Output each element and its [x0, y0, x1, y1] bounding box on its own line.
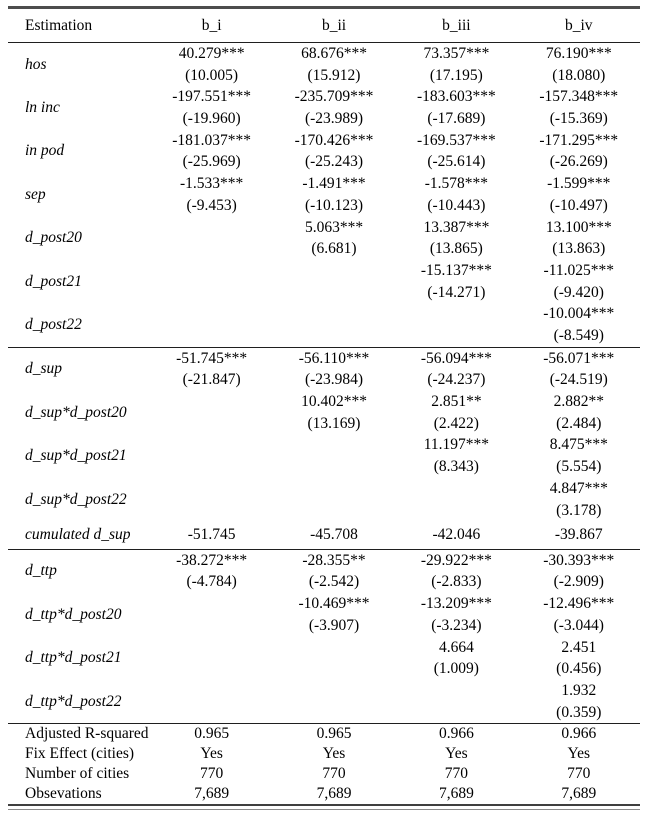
table-row [8, 43, 640, 87]
table-row [8, 680, 640, 724]
coefficient-value: -56.094*** [420, 349, 492, 367]
row-label: d_ttp*d_post20 [25, 605, 122, 623]
cell [273, 593, 395, 636]
row-label: d_post22 [25, 316, 82, 334]
cell [273, 303, 395, 347]
t-statistic-value: (-9.420) [553, 283, 604, 301]
t-statistic-value: (0.359) [556, 703, 602, 721]
coefficient-value [150, 593, 272, 615]
table-header [8, 9, 640, 43]
coefficient-value [395, 303, 517, 325]
table-row [8, 593, 640, 636]
coefficient-value [150, 434, 272, 456]
table-row [8, 764, 640, 784]
t-statistic-value [150, 325, 272, 347]
coefficient-value: -197.551*** [172, 88, 252, 106]
t-statistic-value: (10.005) [185, 66, 239, 84]
table-row [8, 391, 640, 434]
row-label: d_ttp*d_post21 [25, 649, 122, 667]
coefficient-value: 2.451 [561, 638, 597, 656]
t-statistic-value: (-19.960) [182, 110, 241, 128]
row-label: d_ttp [25, 562, 57, 580]
statistic-value: 0.966 [438, 725, 474, 743]
coefficient-value: 5.063*** [304, 218, 364, 236]
t-statistic-value: (-3.234) [431, 616, 482, 634]
cell [150, 260, 272, 303]
statistic-value: 770 [200, 764, 224, 782]
cell [395, 593, 517, 636]
header-row [8, 9, 640, 43]
cell [273, 680, 395, 724]
coefficient-value: -15.137*** [420, 261, 492, 279]
t-statistic-value: (-25.969) [182, 153, 241, 171]
coefficient-value [150, 260, 272, 282]
table-bottom-rule [8, 804, 640, 810]
t-statistic-value: (-23.984) [304, 371, 364, 389]
cell [150, 434, 272, 477]
column-header-estimation: Estimation [8, 9, 150, 43]
coefficient-value: 1.932 [561, 681, 597, 699]
t-statistic-value: (-14.271) [427, 283, 486, 301]
coefficient-value [395, 680, 517, 702]
coefficient-value: -1.533*** [179, 175, 244, 193]
t-statistic-value: (-23.989) [304, 110, 364, 128]
coefficient-value: -235.709*** [294, 88, 374, 106]
cell [273, 391, 395, 434]
coefficient-value: -10.469*** [298, 595, 370, 613]
coefficient-value: 2.882** [553, 393, 604, 411]
cell [395, 549, 517, 593]
t-statistic-value: (-2.909) [553, 573, 604, 591]
coefficient-value: -51.745*** [176, 349, 248, 367]
cell [518, 549, 640, 593]
coefficient-value: -181.037*** [172, 131, 252, 149]
t-statistic-value: (-21.847) [182, 371, 241, 389]
table-row [8, 217, 640, 260]
t-statistic-value: (-24.519) [549, 371, 608, 389]
coefficient-value: -1.491*** [302, 175, 366, 193]
t-statistic-value [150, 702, 272, 724]
table-row [8, 434, 640, 477]
cell [518, 680, 640, 724]
table-row [8, 784, 640, 804]
coefficient-value [395, 478, 517, 500]
cell [518, 637, 640, 680]
t-statistic-value [273, 325, 395, 347]
t-statistic-value: (-25.614) [427, 153, 486, 171]
t-statistic-value: (-3.044) [553, 616, 604, 634]
row-label: d_ttp*d_post22 [25, 692, 122, 710]
coefficient-value: 11.197*** [423, 436, 490, 454]
coefficient-value [273, 637, 395, 659]
t-statistic-value: (-26.269) [549, 153, 608, 171]
t-statistic-value: (15.912) [307, 66, 361, 84]
row-label: Fix Effect (cities) [25, 745, 135, 763]
table-row [8, 173, 640, 216]
table-row [8, 86, 640, 129]
coefficient-value: -28.355** [302, 551, 366, 569]
t-statistic-value: (2.422) [433, 414, 479, 432]
coefficient-value [150, 303, 272, 325]
t-statistic-value: (-15.369) [549, 110, 608, 128]
regression-table [8, 9, 640, 803]
t-statistic-value [273, 456, 395, 478]
t-statistic-value: (-10.497) [549, 196, 608, 214]
coefficient-value: -38.272*** [176, 551, 248, 569]
cell [518, 593, 640, 636]
table-row [8, 260, 640, 303]
row-label: hos [25, 55, 47, 73]
column-header-b-iv: b_iv [518, 9, 640, 43]
table-row [8, 347, 640, 391]
cell [150, 130, 272, 173]
cell [395, 86, 517, 129]
table-body [8, 43, 640, 804]
cell [518, 303, 640, 347]
coefficient-value: 10.402*** [301, 393, 367, 411]
column-header-b-iii: b_iii [395, 9, 517, 43]
cell [395, 173, 517, 216]
t-statistic-value: (-17.689) [427, 110, 486, 128]
cell [518, 260, 640, 303]
cell [150, 680, 272, 724]
statistic-value: 7,689 [194, 784, 230, 802]
t-statistic-value: (-9.453) [186, 196, 237, 214]
statistic-value: 7,689 [438, 784, 474, 802]
coefficient-value: -11.025*** [543, 261, 615, 279]
coefficient-value: -1.599*** [547, 175, 611, 193]
t-statistic-value [150, 238, 272, 260]
statistic-value: Yes [322, 745, 346, 763]
statistic-value: Yes [445, 745, 468, 763]
coefficient-value: 8.475*** [549, 436, 608, 454]
coefficient-value [273, 434, 395, 456]
table-row [8, 521, 640, 549]
cell [273, 260, 395, 303]
table-row [8, 130, 640, 173]
row-label: d_post20 [25, 229, 82, 247]
statistic-value: 0.965 [316, 725, 352, 743]
row-label: ln inc [25, 99, 60, 117]
coefficient-value: -183.603*** [416, 88, 496, 106]
coefficient-value: 76.190*** [545, 45, 612, 62]
coefficient-value: 4.664 [438, 638, 474, 656]
coefficient-value: 4.847*** [549, 479, 608, 497]
t-statistic-value: (17.195) [429, 66, 483, 84]
coefficient-value: 13.100*** [545, 218, 612, 236]
t-statistic-value: (3.178) [556, 501, 602, 519]
t-statistic-value [150, 456, 272, 478]
cell [518, 391, 640, 434]
row-label: Obsevations [25, 784, 102, 802]
row-label: d_sup [25, 360, 63, 378]
cell [395, 637, 517, 680]
coefficient-value: -157.348*** [539, 88, 619, 106]
cell [150, 303, 272, 347]
coefficient-value: -56.110*** [298, 349, 370, 367]
statistic-value: 7,689 [561, 784, 597, 802]
t-statistic-value [395, 325, 517, 347]
coefficient-value: 13.387*** [423, 218, 490, 236]
coefficient-value: 2.851** [431, 393, 482, 411]
cell [395, 680, 517, 724]
t-statistic-value [150, 413, 272, 435]
t-statistic-value: (-8.549) [553, 327, 604, 345]
cell [273, 637, 395, 680]
statistic-value: 770 [322, 764, 346, 782]
statistic-value: Yes [567, 745, 591, 763]
cell [518, 217, 640, 260]
cell [273, 434, 395, 477]
t-statistic-value: (-10.443) [427, 196, 486, 214]
cell [395, 260, 517, 303]
t-statistic-value [395, 500, 517, 522]
t-statistic-value [150, 658, 272, 680]
row-label: cumulated d_sup [25, 526, 131, 543]
t-statistic-value: (8.343) [433, 458, 479, 476]
row-label: d_sup*d_post22 [25, 490, 127, 508]
cell [273, 347, 395, 391]
t-statistic-value [273, 282, 395, 304]
t-statistic-value: (13.865) [429, 240, 483, 258]
t-statistic-value: (13.169) [307, 414, 361, 432]
cell [395, 391, 517, 434]
coefficient-value [150, 391, 272, 413]
row-label: Number of cities [25, 764, 130, 782]
row-label: d_post21 [25, 272, 82, 290]
t-statistic-value [150, 282, 272, 304]
cell [150, 86, 272, 129]
statistic-value: 7,689 [316, 784, 352, 802]
statistic-value: Yes [200, 745, 223, 763]
coefficient-value: -1.578*** [424, 175, 489, 193]
coefficient-value: -13.209*** [420, 595, 492, 613]
cell [395, 434, 517, 477]
statistic-value: 770 [444, 764, 468, 782]
t-statistic-value [150, 500, 272, 522]
t-statistic-value [273, 658, 395, 680]
cell [518, 434, 640, 477]
cell [518, 43, 640, 87]
coefficient-value: 73.357*** [423, 45, 490, 62]
cell [150, 593, 272, 636]
row-label: sep [25, 185, 46, 203]
statistic-value: -39.867 [554, 526, 603, 543]
cell [150, 43, 272, 87]
cell [518, 173, 640, 216]
t-statistic-value: (-2.833) [431, 573, 482, 591]
statistic-value: 770 [567, 764, 591, 782]
row-label: in pod [25, 142, 65, 160]
t-statistic-value: (-25.243) [304, 153, 364, 171]
coefficient-value: -171.295*** [539, 131, 619, 149]
coefficient-value [150, 637, 272, 659]
coefficient-value [150, 217, 272, 239]
coefficient-value [273, 303, 395, 325]
cell [150, 478, 272, 521]
row-label: Adjusted R-squared [25, 725, 149, 743]
column-header-b-i: b_i [150, 9, 272, 43]
table-row [8, 303, 640, 347]
cell [150, 637, 272, 680]
cell [273, 478, 395, 521]
coefficient-value [273, 260, 395, 282]
row-label: d_sup*d_post20 [25, 403, 127, 421]
cell [273, 130, 395, 173]
t-statistic-value: (13.863) [552, 240, 606, 258]
coefficient-value: -169.537*** [416, 131, 496, 149]
row-label: d_sup*d_post21 [25, 447, 127, 465]
coefficient-value [273, 680, 395, 702]
coefficient-value [273, 478, 395, 500]
table-row [8, 724, 640, 744]
cell [518, 130, 640, 173]
coefficient-value: -170.426*** [294, 131, 374, 149]
cell [395, 43, 517, 87]
cell [150, 173, 272, 216]
statistic-value: -51.745 [187, 526, 236, 543]
statistic-value: -45.708 [310, 526, 358, 543]
cell [518, 478, 640, 521]
coefficient-value: -10.004*** [543, 305, 615, 323]
t-statistic-value: (-10.123) [304, 196, 364, 214]
cell [150, 549, 272, 593]
cell [150, 217, 272, 260]
cell [518, 86, 640, 129]
statistic-value: 0.965 [194, 725, 230, 743]
t-statistic-value: (5.554) [556, 458, 602, 476]
t-statistic-value [395, 702, 517, 724]
t-statistic-value: (-24.237) [427, 371, 486, 389]
cell [273, 217, 395, 260]
cell [273, 549, 395, 593]
t-statistic-value: (18.080) [552, 66, 606, 84]
cell [273, 173, 395, 216]
t-statistic-value: (-4.784) [186, 573, 237, 591]
cell [395, 130, 517, 173]
cell [395, 303, 517, 347]
cell [395, 347, 517, 391]
cell [395, 478, 517, 521]
statistic-value: 0.966 [561, 725, 597, 743]
cell [150, 391, 272, 434]
cell [395, 217, 517, 260]
t-statistic-value [273, 702, 395, 724]
table-row [8, 478, 640, 521]
coefficient-value: -30.393*** [543, 551, 615, 569]
t-statistic-value: (-2.542) [308, 573, 360, 591]
t-statistic-value: (0.456) [556, 660, 602, 678]
coefficient-value: 68.676*** [301, 45, 367, 62]
cell [273, 86, 395, 129]
t-statistic-value [273, 500, 395, 522]
coefficient-value: -56.071*** [543, 349, 615, 367]
table-row [8, 744, 640, 764]
t-statistic-value [150, 615, 272, 637]
coefficient-value: -29.922*** [420, 551, 492, 569]
coefficient-value [150, 478, 272, 500]
column-header-b-ii: b_ii [273, 9, 395, 43]
table-row [8, 637, 640, 680]
cell [150, 347, 272, 391]
t-statistic-value: (-3.907) [308, 616, 360, 634]
t-statistic-value: (2.484) [556, 414, 602, 432]
cell [273, 43, 395, 87]
coefficient-value: 40.279*** [178, 45, 245, 62]
coefficient-value: -12.496*** [543, 595, 615, 613]
coefficient-value [150, 680, 272, 702]
cell [518, 347, 640, 391]
t-statistic-value: (6.681) [311, 240, 357, 258]
statistic-value: -42.046 [432, 526, 481, 543]
t-statistic-value: (1.009) [433, 660, 479, 678]
table-row [8, 549, 640, 593]
